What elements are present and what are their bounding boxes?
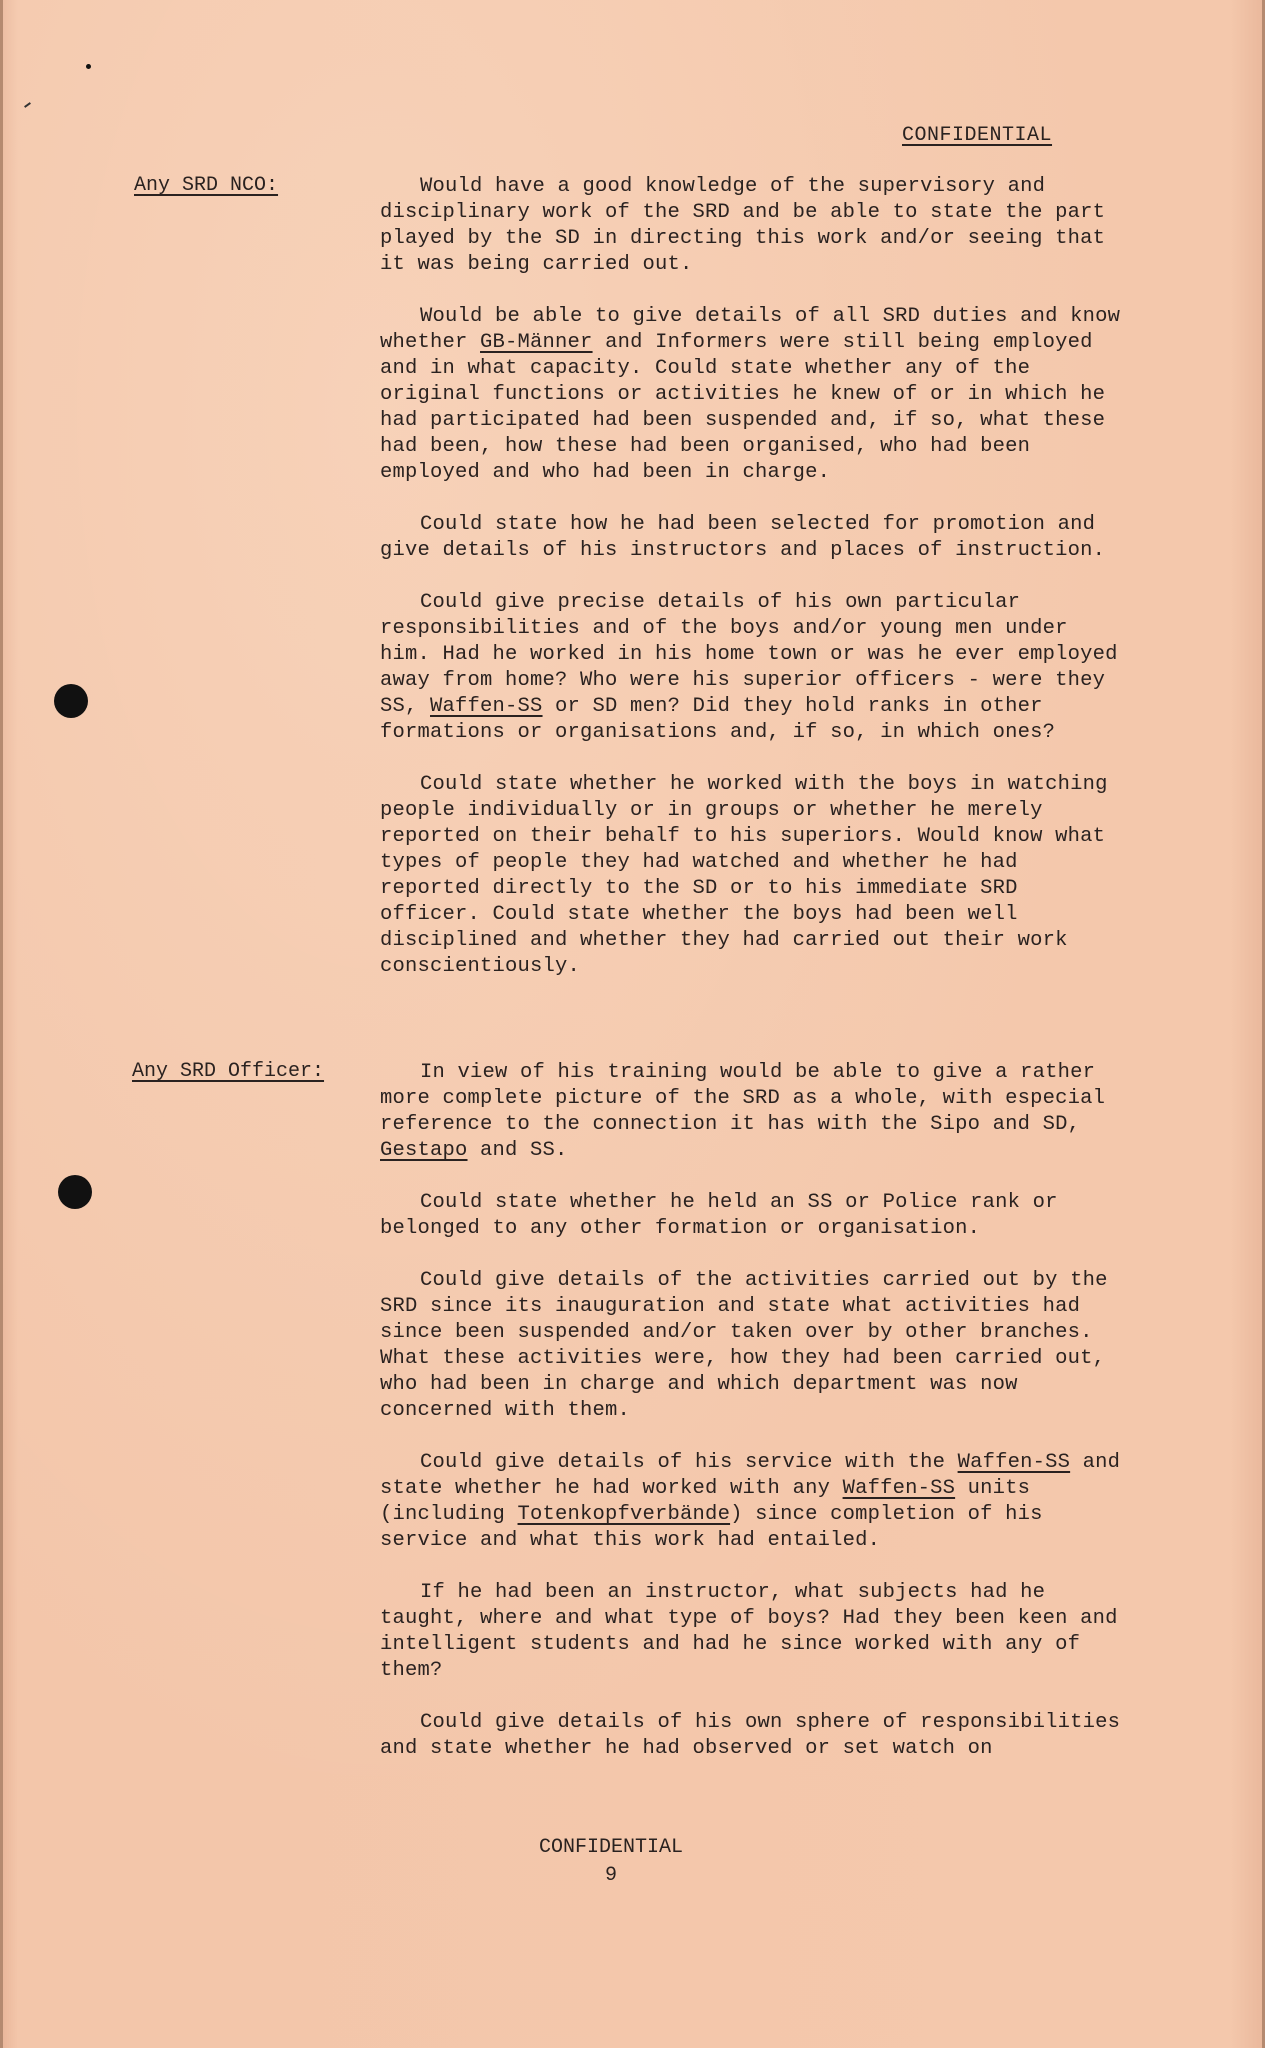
header-classification: CONFIDENTIAL: [902, 124, 1053, 147]
paragraph: [380, 1190, 1125, 1242]
underlined-term: Gestapo: [380, 1139, 468, 1162]
paragraph: [380, 1580, 1125, 1684]
paragraph-text: and state whether he had worked with any: [380, 1451, 1121, 1500]
paper-speck: [86, 64, 91, 69]
paragraph: [380, 174, 1125, 278]
paragraph-text: Could give details of his service with the: [420, 1451, 958, 1474]
underlined-term: Waffen-SS: [430, 695, 543, 718]
paragraph: [380, 1450, 1125, 1554]
paragraph: [380, 512, 1125, 564]
paper-mark: [24, 102, 31, 108]
underlined-term: Totenkopfverbände: [517, 1503, 731, 1526]
paragraph: [380, 772, 1125, 980]
punch-hole-top: [54, 684, 88, 718]
section-label-officer: Any SRD Officer:: [132, 1060, 325, 1083]
paragraph: [380, 590, 1125, 746]
paragraph: [380, 1268, 1125, 1424]
paragraph-text: Would have a good knowledge of the supervisory and disciplinary work of the SRD and be able to state the part played by the SD in directing this work and/or seeing that it was being carried out.: [380, 175, 1106, 276]
paragraph-text: Would be able to give details of all SRD duties and know whether: [380, 305, 1121, 354]
section-body-officer: [380, 1060, 1125, 1788]
paragraph-text: Could state whether he held an SS or Police rank or belonged to any other formation or organisation.: [380, 1191, 1058, 1240]
paragraph-text: Could state whether he worked with the boys in watching people individually or in groups or whether he merely reported on their behalf to his superiors. Would know what types of people they had watched and whether he had reported directly to the SD or to his immediate SRD officer. Could state whether the boys had been well disciplined and whether they had carried out their work conscientiously.: [380, 773, 1108, 978]
underlined-term: Waffen-SS: [842, 1477, 956, 1500]
paragraph-text: Could state how he had been selected for promotion and give details of his instructors and places of instruction.: [380, 513, 1106, 562]
paragraph-text: ) since completion of his service and what this work had entailed.: [380, 1503, 1043, 1552]
paragraph-text: Could give precise details of his own particular responsibilities and of the boys and/or young men under him. Had he worked in his home town or was he ever employed away from home? Who were his superior officers - were they SS,: [380, 591, 1118, 718]
section-body-nco: [380, 174, 1125, 1006]
paragraph-text: Could give details of the activities carried out by the SRD since its inauguration and state what activities had since been suspended and/or taken over by other branches. What these activities were, how they had been carried out, who had been in charge and which department was now concerned with them.: [380, 1269, 1108, 1422]
paragraph-text: and Informers were still being employed and in what capacity. Could state whether any of the original functions or activities he knew of or in which he had participated had been suspended and, if so, what these had been, how these had been organised, who had been employed and who had been in charge.: [380, 331, 1106, 484]
underlined-term: GB-Männer: [480, 331, 593, 354]
paragraph-text: If he had been an instructor, what subjects had he taught, where and what type of boys? Had they been keen and intelligent students and had he since worked with any of them?: [380, 1581, 1118, 1682]
page-edge-left: [0, 0, 3, 2048]
punch-hole-bottom: [58, 1175, 92, 1209]
paragraph-text: Could give details of his own sphere of responsibilities and state whether he had observed or set watch on: [380, 1711, 1121, 1760]
paragraph-text: In view of his training would be able to give a rather more complete picture of the SRD as a whole, with especial reference to the connection it has with the Sipo and SD,: [380, 1061, 1106, 1136]
footer-classification: CONFIDENTIAL: [538, 1836, 684, 1859]
paragraph: [380, 1710, 1125, 1762]
underlined-term: Waffen-SS: [957, 1451, 1071, 1474]
paragraph-text: and SS.: [467, 1139, 568, 1162]
paragraph-text: or SD men? Did they hold ranks in other formations or organisations and, if so, in which ones?: [380, 695, 1056, 744]
paragraph: [380, 1060, 1125, 1164]
paragraph-text: units (including: [380, 1477, 1031, 1526]
page-number: 9: [604, 1864, 617, 1887]
section-label-nco: Any SRD NCO:: [134, 174, 279, 197]
paragraph: [380, 304, 1125, 486]
